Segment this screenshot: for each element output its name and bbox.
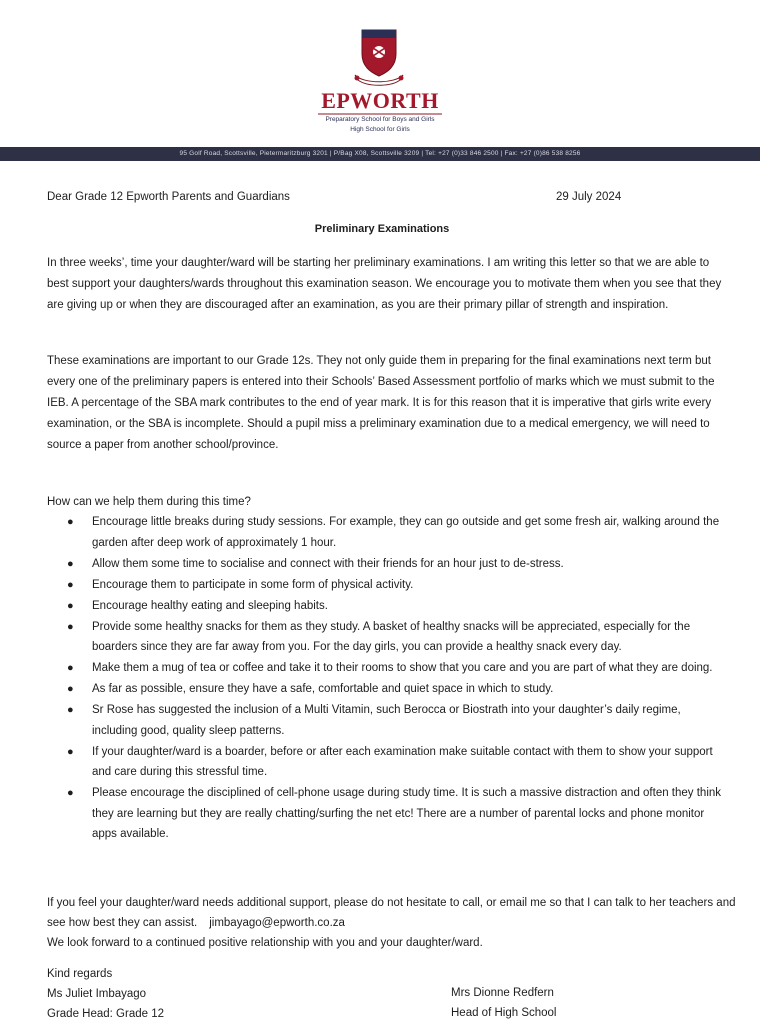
signature-block-head-of-school <box>451 983 556 1023</box>
list-item: ● Sr Rose has suggested the inclusion of a Multi Vitamin, such Berocca or Biostrath into your daughter’s daily regime, including good, quality sleep patterns. <box>47 700 727 741</box>
list-item: ● Encourage little breaks during study sessions. For example, they can go outside and get some fresh air, walking around the garden after deep work of approximately 1 hour. <box>47 512 727 553</box>
bullet-icon: ● <box>67 557 74 570</box>
school-name: EPWORTH <box>321 88 439 113</box>
list-item: ● Provide some healthy snacks for them as they study. A basket of healthy snacks will be appreciated, especially for the boarders since they are far away from you. For the day girls, you can provide a healthy snack every day. <box>47 617 727 658</box>
list-item: ● Please encourage the disciplined of cell-phone usage during study time. It is such a massive distraction and often they think they are learning but they are really chatting/surfing the net etc! There are a number of parental locks and phone monitor apps available. <box>47 783 727 845</box>
bullet-icon: ● <box>67 620 74 633</box>
bullet-icon: ● <box>67 787 74 799</box>
letter-greeting: Dear Grade 12 Epworth Parents and Guardians <box>47 191 290 203</box>
sign-off: Kind regards <box>47 968 113 980</box>
letter-subject: Preliminary Examinations <box>314 223 450 235</box>
list-item: ● Encourage healthy eating and sleeping habits. <box>47 596 727 617</box>
school-subtitle-1: Preparatory School for Boys and Girls <box>325 116 435 123</box>
closing-text: If you feel your daughter/ward needs additional support, please do not hesitate to call, or email me so that I can talk to her teachers and see how best they can assist. <box>47 897 736 929</box>
list-item: ● As far as possible, ensure they have a safe, comfortable and quiet space in which to study. <box>47 679 727 700</box>
bullet-icon: ● <box>67 599 74 612</box>
signature-block-grade-head <box>47 964 164 1024</box>
help-question: How can we help them during this time? <box>47 496 251 508</box>
list-item: ● Make them a mug of tea or coffee and take it to their rooms to show that you care and you are part of what they are doing. <box>47 658 727 679</box>
list-item: ● Allow them some time to socialise and connect with their friends for an hour just to de-stress. <box>47 554 727 575</box>
closing-line-2: We look forward to a continued positive relationship with you and your daughter/ward. <box>47 937 483 949</box>
paragraph-intro: In three weeks’, time your daughter/ward will be starting her preliminary examinations. I am writing this letter so that we are able to best support your daughters/wards throughout this examination season. We encourage you to motivate them when you see that they are giving up or when they are discouraged after an examination, as you are their primary pillar of strength and inspiration. <box>47 257 722 311</box>
list-item: ● Encourage them to participate in some form of physical activity. <box>47 575 727 596</box>
bullet-icon: ● <box>67 704 74 716</box>
bullet-icon: ● <box>67 683 74 695</box>
tips-list <box>47 512 727 845</box>
letter-date: 29 July 2024 <box>556 191 622 203</box>
signatory-title: Head of High School <box>451 1007 557 1019</box>
name-underline <box>318 113 442 115</box>
bullet-icon: ● <box>67 516 74 528</box>
bullet-icon: ● <box>67 578 74 591</box>
paragraph-importance: These examinations are important to our Grade 12s. They not only guide them in preparing for the final examinations next term but every one of the preliminary papers is entered into their Schools’ Based Assessment portfolio of marks which we must submit to the IEB. A percentage of the SBA mark contributes to the end of year mark. It is for this reason that it is imperative that girls write every examination, or the SBA is incomplete. Should a pupil miss a preliminary examination due to a medical emergency, we will need to source a paper from another school/province. <box>47 355 715 451</box>
signatory-name: Mrs Dionne Redfern <box>451 987 554 999</box>
bullet-icon: ● <box>67 745 74 758</box>
closing-paragraph <box>47 893 737 953</box>
list-item: ● If your daughter/ward is a boarder, before or after each examination make suitable contact with them to show your support and care during this stressful time. <box>47 742 727 783</box>
signatory-title: Grade Head: Grade 12 <box>47 1008 164 1020</box>
school-subtitle-2: High School for Girls <box>350 126 410 133</box>
signatory-name: Ms Juliet Imbayago <box>47 988 147 1000</box>
bullet-icon: ● <box>67 662 74 674</box>
contact-email: jimbayago@epworth.co.za <box>209 917 345 929</box>
school-crest-logo <box>349 28 409 90</box>
address-bar: 95 Golf Road, Scottsville, Pietermaritzburg 3201 | P/Bag X08, Scottsville 3209 | Tel: +27 (0)33 846 2500 | Fax: +27 (0)86 538 8256 <box>0 147 760 161</box>
